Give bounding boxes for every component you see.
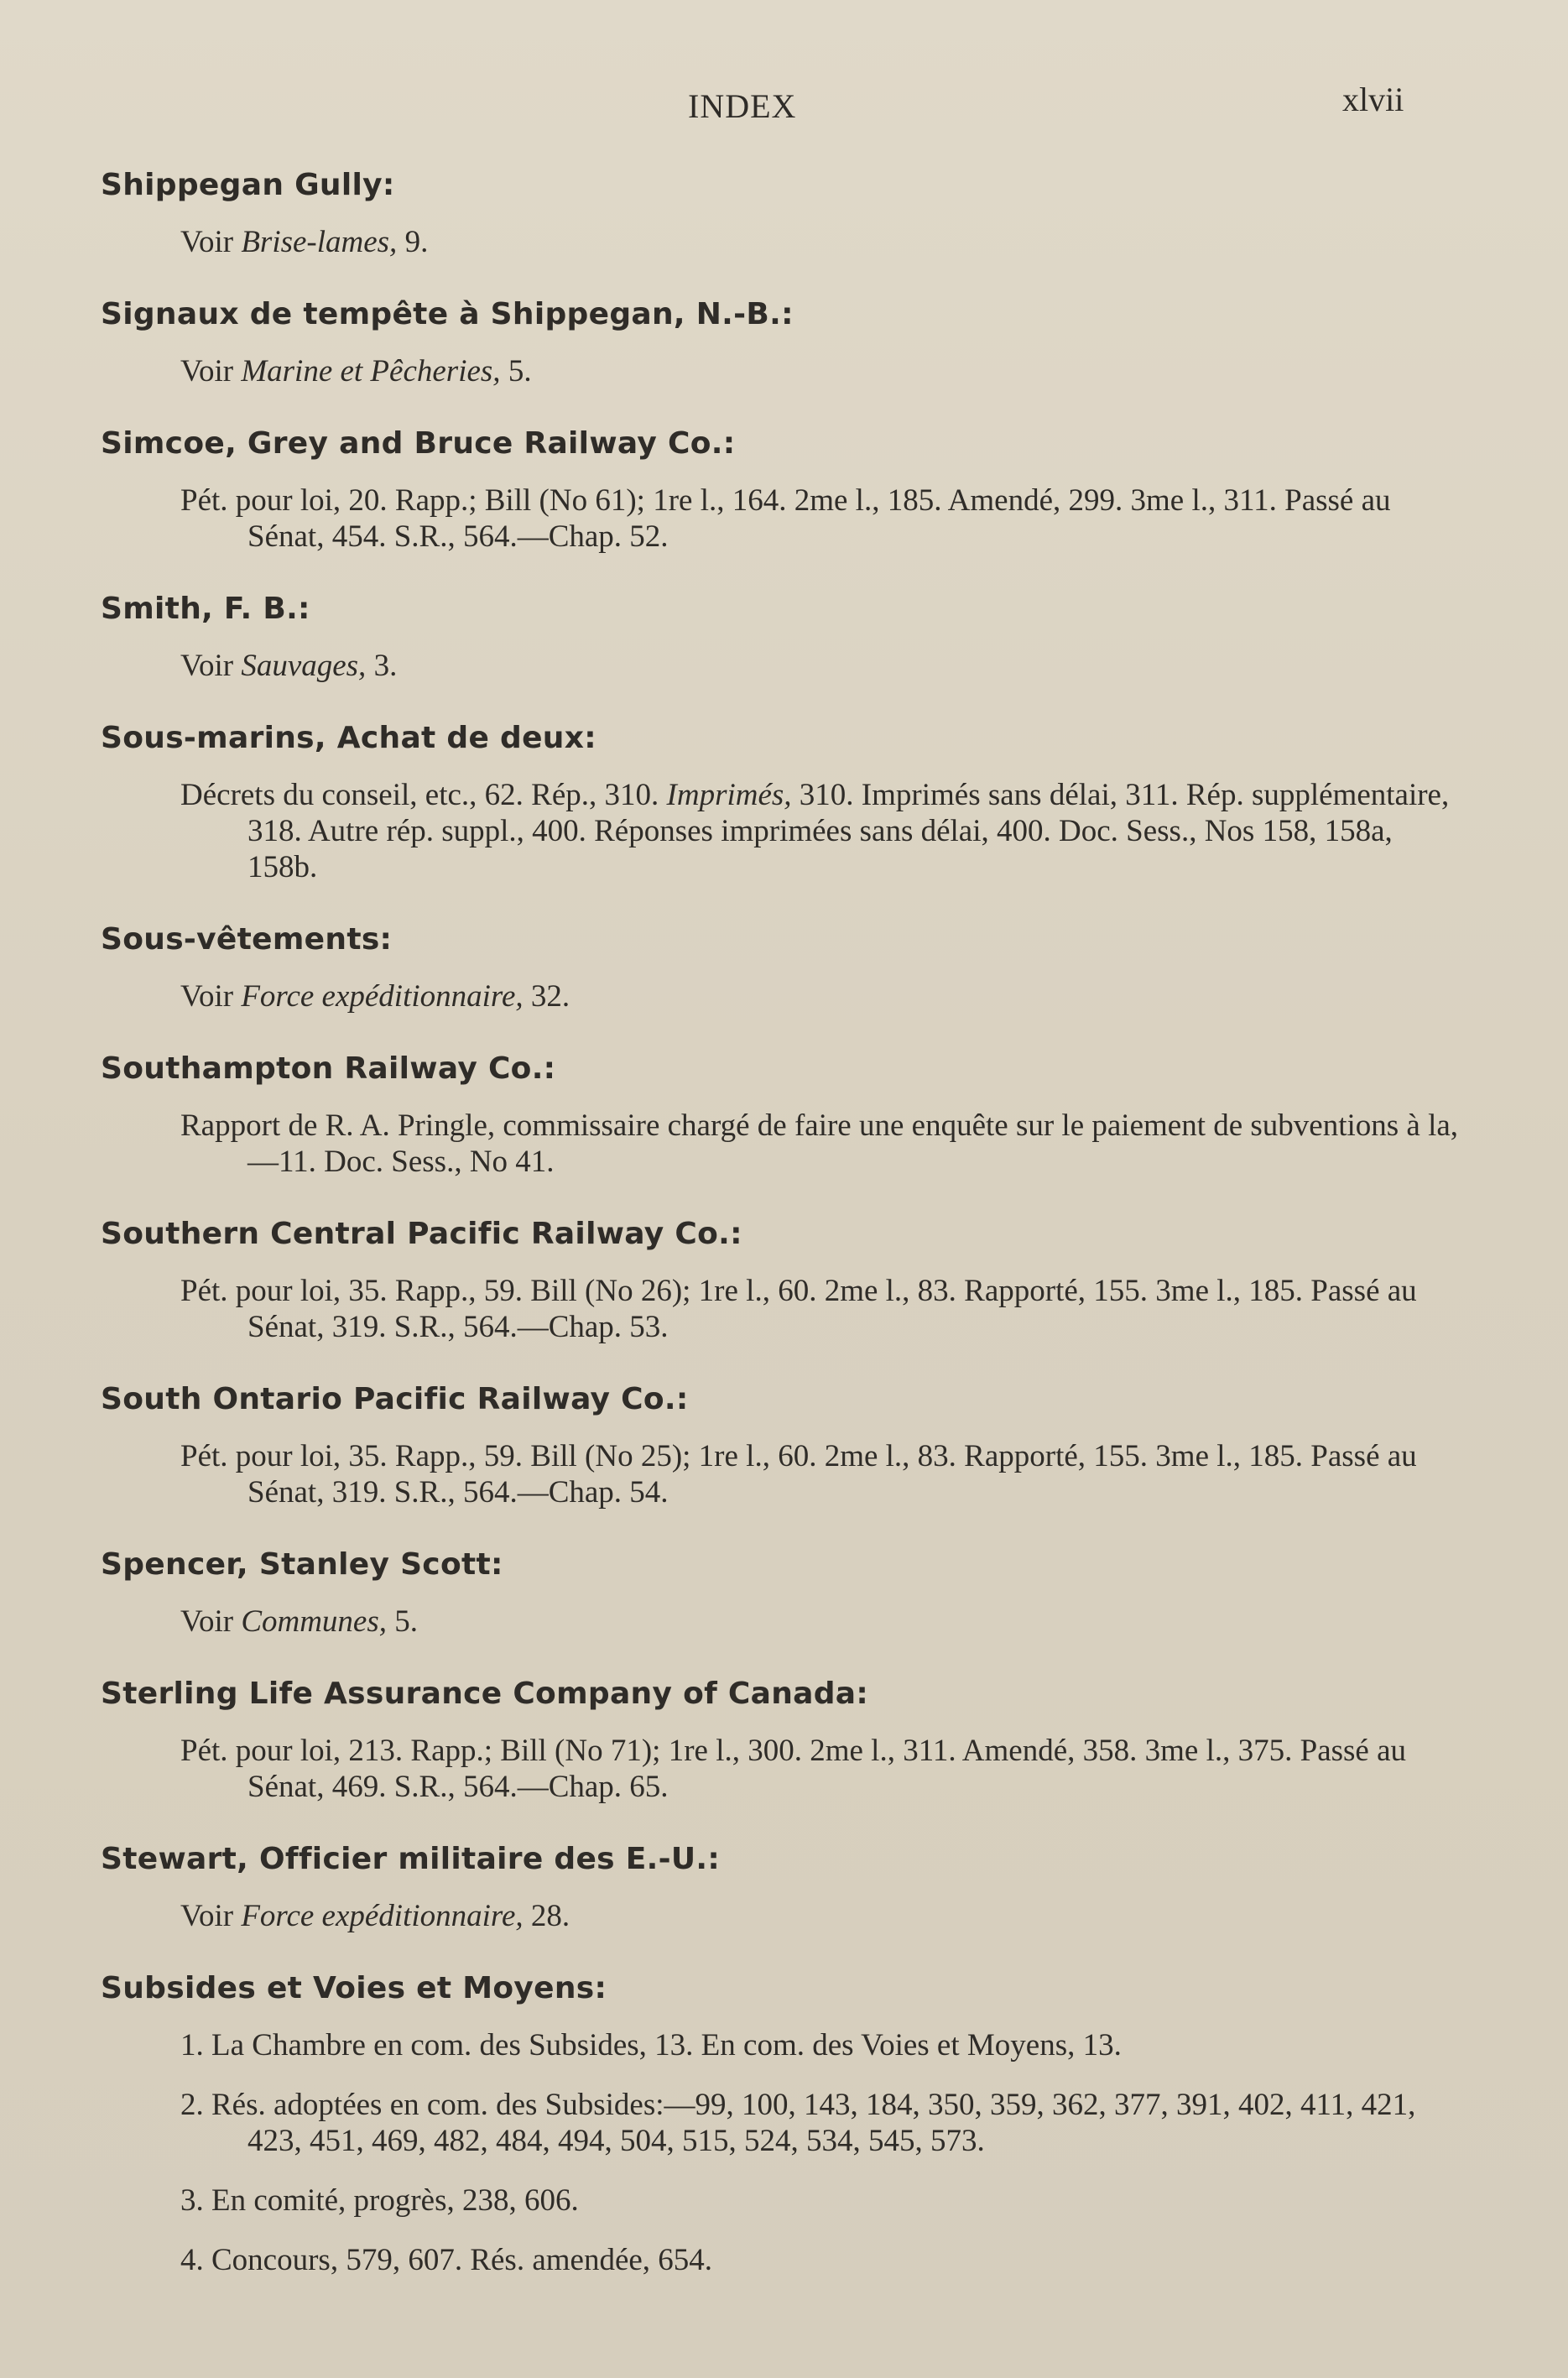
entry-reference: Voir Force expéditionnaire, 28.: [180, 1899, 570, 1933]
entry-reference: Voir Marine et Pêcheries, 5.: [180, 354, 532, 389]
index-entry: [101, 721, 1468, 885]
index-entry: [101, 1677, 1468, 1805]
entry-heading: Shippegan Gully:: [101, 168, 395, 202]
entry-heading: Southern Central Pacific Railway Co.:: [101, 1217, 742, 1251]
entry-text: Pét. pour loi, 20. Rapp.; Bill (No 61); 1re l., 164. 2me l., 185. Amendé, 299. 3me l., 311. Passé au Sénat, 454. S.R., 564.—Chap. 52.: [180, 483, 1391, 554]
entry-text: Pét. pour loi, 35. Rapp., 59. Bill (No 26); 1re l., 60. 2me l., 83. Rapporté, 155. 3me l., 185. Passé au Sénat, 319. S.R., 564.—Chap. 53.: [180, 1274, 1417, 1344]
entry-text: Pét. pour loi, 35. Rapp., 59. Bill (No 25); 1re l., 60. 2me l., 83. Rapporté, 155. 3me l., 185. Passé au Sénat, 319. S.R., 564.—Chap. 54.: [180, 1439, 1417, 1510]
entry-heading: South Ontario Pacific Railway Co.:: [101, 1382, 689, 1416]
index-entry: [101, 1217, 1468, 1345]
entry-text: Décrets du conseil, etc., 62. Rép., 310. Imprimés, 310. Imprimés sans délai, 311. Rép. supplémentaire, 318. Autre rép. suppl., 400. Réponses imprimées sans délai, 400. Doc. Sess., Nos 158, 158a, 158b.: [180, 778, 1450, 884]
entry-reference: Voir Sauvages, 3.: [180, 649, 398, 683]
index-entry: [101, 1842, 1468, 1934]
numbered-item: 3. En comité, progrès, 238, 606.: [180, 2183, 579, 2218]
numbered-item: 4. Concours, 579, 607. Rés. amendée, 654.: [180, 2243, 713, 2277]
index-entry: [101, 168, 1468, 260]
entry-heading: Stewart, Officier militaire des E.-U.:: [101, 1842, 721, 1876]
entry-heading: Signaux de tempête à Shippegan, N.-B.:: [101, 297, 794, 331]
entry-heading: Spencer, Stanley Scott:: [101, 1547, 503, 1582]
index-entry: [101, 426, 1468, 555]
index-entry: [101, 1547, 1468, 1640]
entry-text: Rapport de R. A. Pringle, commissaire chargé de faire une enquête sur le paiement de subventions à la,—11. Doc. Sess., No 41.: [180, 1108, 1459, 1179]
page-number: xlvii: [1342, 81, 1404, 118]
index-entry: [101, 297, 1468, 389]
entry-heading: Sous-vêtements:: [101, 922, 393, 957]
index-content: [101, 168, 1468, 2315]
page-header: [0, 80, 1568, 130]
index-entry: [101, 1971, 1468, 2278]
index-entry: [101, 1382, 1468, 1510]
index-entry: [101, 592, 1468, 684]
running-title: INDEX: [688, 87, 797, 125]
index-entry: [101, 1051, 1468, 1180]
entry-text: Pét. pour loi, 213. Rapp.; Bill (No 71); 1re l., 300. 2me l., 311. Amendé, 358. 3me l., 375. Passé au Sénat, 469. S.R., 564.—Chap. 65.: [180, 1734, 1407, 1804]
entry-heading: Smith, F. B.:: [101, 592, 310, 626]
entry-reference: Voir Force expéditionnaire, 32.: [180, 979, 570, 1014]
numbered-item: 2. Rés. adoptées en com. des Subsides:—99, 100, 143, 184, 350, 359, 362, 377, 391, 402, 411, 421, 423, 451, 469, 482, 484, 494, 504, 515, 524, 534, 545, 573.: [180, 2088, 1416, 2158]
entry-heading: Simcoe, Grey and Bruce Railway Co.:: [101, 426, 736, 461]
entry-heading: Subsides et Voies et Moyens:: [101, 1971, 607, 2005]
entry-reference: Voir Communes, 5.: [180, 1604, 419, 1639]
entry-heading: Sterling Life Assurance Company of Canada:: [101, 1677, 869, 1711]
entry-reference: Voir Brise-lames, 9.: [180, 225, 429, 259]
index-entry: [101, 922, 1468, 1014]
entry-heading: Southampton Railway Co.:: [101, 1051, 556, 1086]
entry-heading: Sous-marins, Achat de deux:: [101, 721, 596, 755]
numbered-item: 1. La Chambre en com. des Subsides, 13. En com. des Voies et Moyens, 13.: [180, 2028, 1122, 2062]
